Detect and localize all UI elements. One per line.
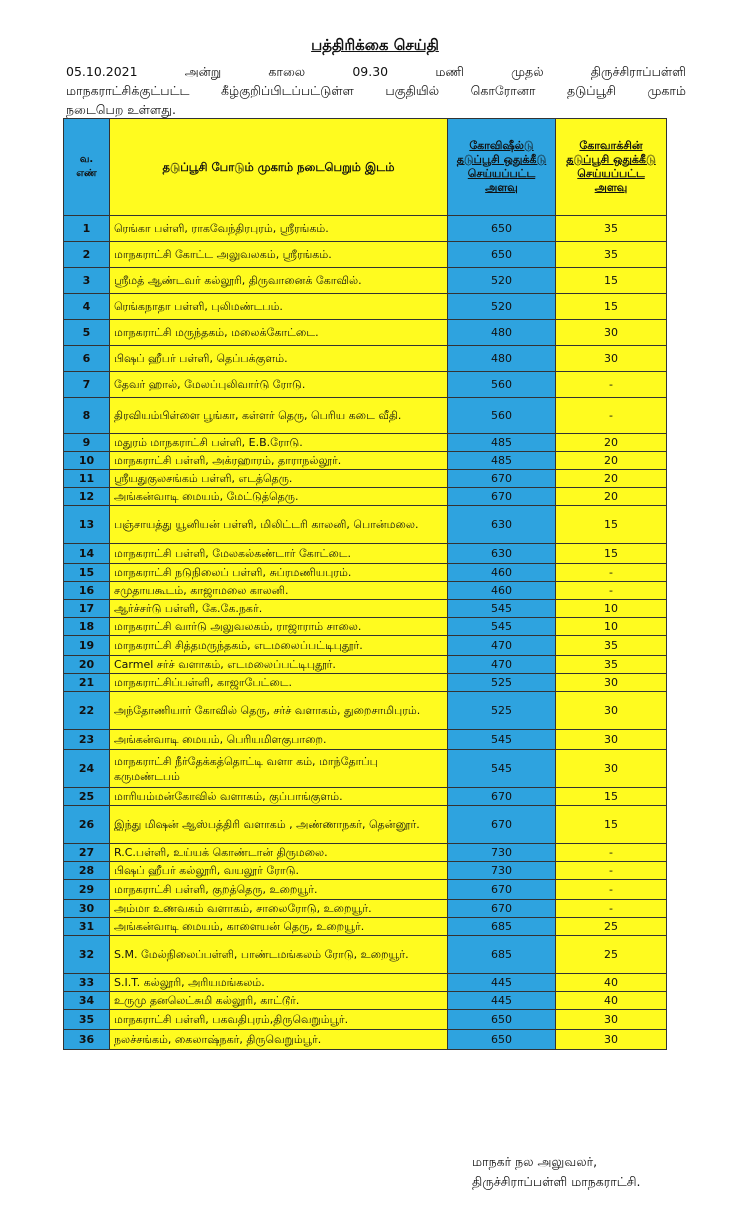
- row-covaxin-count: 35: [556, 636, 667, 656]
- intro-word: முகாம்: [647, 83, 686, 98]
- table-row: [64, 636, 667, 656]
- row-covaxin-count: 30: [556, 750, 667, 788]
- row-camp-location: மாநகராட்சி பள்ளி, பகவதிபுரம்,திருவெறும்பூர்.: [110, 1010, 448, 1030]
- intro-word: அன்று: [184, 64, 222, 79]
- row-camp-location: மாநகராட்சி வார்டு அலுவலகம், ராஜாராம் சாலை.: [110, 618, 448, 636]
- row-covaxin-count: 35: [556, 242, 667, 268]
- table-row: [64, 1030, 667, 1050]
- row-camp-location: பிஷப் ஹீபர் கல்லூரி, வயலூர் ரோடு.: [110, 862, 448, 880]
- row-serial-number: 16: [64, 582, 110, 600]
- table-row: [64, 506, 667, 544]
- row-camp-location: ஸ்ரீயதுகுலசங்கம் பள்ளி, எடத்தெரு.: [110, 470, 448, 488]
- table-row: [64, 1010, 667, 1030]
- row-covaxin-count: 20: [556, 470, 667, 488]
- table-row: [64, 862, 667, 880]
- intro-time: 09.30: [352, 64, 389, 79]
- row-camp-location: மாரியம்மன்கோவில் வளாகம், குப்பாங்குளம்.: [110, 788, 448, 806]
- row-camp-location: இந்து மிஷன் ஆஸ்பத்திரி வளாகம் , அண்ணாநகர், தென்னூர்.: [110, 806, 448, 844]
- table-row: [64, 618, 667, 636]
- row-covishield-count: 545: [448, 730, 556, 750]
- row-camp-location: Carmel சர்ச் வளாகம், எடமலைப்பட்டிபுதூர்.: [110, 656, 448, 674]
- row-camp-location: அங்கன்வாடி மையம், பெரியமிளகுபாறை.: [110, 730, 448, 750]
- row-covaxin-count: -: [556, 372, 667, 398]
- table-row: [64, 974, 667, 992]
- row-covaxin-count: -: [556, 880, 667, 900]
- row-camp-location: மாநகராட்சி நடுநிலைப் பள்ளி, சுப்ரமணியபுரம்.: [110, 564, 448, 582]
- row-serial-number: 25: [64, 788, 110, 806]
- row-covishield-count: 630: [448, 506, 556, 544]
- table-row: [64, 434, 667, 452]
- row-covishield-count: 470: [448, 636, 556, 656]
- row-serial-number: 10: [64, 452, 110, 470]
- row-covishield-count: 480: [448, 320, 556, 346]
- row-covaxin-count: 15: [556, 506, 667, 544]
- row-covaxin-count: 30: [556, 674, 667, 692]
- table-row: [64, 936, 667, 974]
- row-serial-number: 13: [64, 506, 110, 544]
- row-camp-location: மாநகராட்சிப்பள்ளி, காஜாபேட்டை.: [110, 674, 448, 692]
- row-serial-number: 17: [64, 600, 110, 618]
- signature-block: [472, 1152, 641, 1192]
- row-camp-location: தேவர் ஹால், மேலப்புலிவார்டு ரோடு.: [110, 372, 448, 398]
- row-serial-number: 34: [64, 992, 110, 1010]
- row-covishield-count: 685: [448, 936, 556, 974]
- row-serial-number: 23: [64, 730, 110, 750]
- row-serial-number: 20: [64, 656, 110, 674]
- row-covishield-count: 670: [448, 806, 556, 844]
- table-row: [64, 544, 667, 564]
- row-serial-number: 2: [64, 242, 110, 268]
- row-camp-location: திரவியம்பிள்ளை பூங்கா, கள்ளர் தெரு, பெரிய கடை வீதி.: [110, 398, 448, 434]
- row-camp-location: S.M. மேல்நிலைப்பள்ளி, பாண்டமங்கலம் ரோடு, உறையூர்.: [110, 936, 448, 974]
- table-row: [64, 268, 667, 294]
- row-covishield-count: 730: [448, 862, 556, 880]
- table-row: [64, 294, 667, 320]
- row-camp-location: அந்தோணியார் கோவில் தெரு, சர்ச் வளாகம், துறைசாமிபுரம்.: [110, 692, 448, 730]
- row-covaxin-count: 20: [556, 452, 667, 470]
- table-row: [64, 470, 667, 488]
- row-serial-number: 32: [64, 936, 110, 974]
- table-row: [64, 242, 667, 268]
- row-serial-number: 35: [64, 1010, 110, 1030]
- row-covishield-count: 670: [448, 880, 556, 900]
- intro-date: 05.10.2021: [66, 64, 138, 79]
- row-camp-location: ரெங்கநாதா பள்ளி, புலிமண்டபம்.: [110, 294, 448, 320]
- row-covaxin-count: 20: [556, 488, 667, 506]
- row-covishield-count: 545: [448, 618, 556, 636]
- row-serial-number: 8: [64, 398, 110, 434]
- row-covishield-count: 685: [448, 918, 556, 936]
- row-camp-location: மாநகராட்சி நீர்தேக்கத்தொட்டி வளா கம், மாந்தோப்பு கருமண்டபம்: [110, 750, 448, 788]
- row-covaxin-count: 40: [556, 992, 667, 1010]
- row-serial-number: 31: [64, 918, 110, 936]
- row-covaxin-count: 40: [556, 974, 667, 992]
- row-serial-number: 7: [64, 372, 110, 398]
- row-serial-number: 9: [64, 434, 110, 452]
- table-row: [64, 488, 667, 506]
- row-covaxin-count: 30: [556, 692, 667, 730]
- intro-word: கொரோனா: [470, 83, 536, 98]
- table-row: [64, 600, 667, 618]
- table-row: [64, 320, 667, 346]
- table-header-row: [64, 119, 667, 216]
- row-covaxin-count: 25: [556, 918, 667, 936]
- intro-line-1: [66, 62, 686, 81]
- row-camp-location: மாநகராட்சி பள்ளி, அக்ரஹாரம், தாராநல்லூர்.: [110, 452, 448, 470]
- row-covaxin-count: 15: [556, 806, 667, 844]
- row-serial-number: 11: [64, 470, 110, 488]
- row-covaxin-count: 15: [556, 788, 667, 806]
- table-row: [64, 564, 667, 582]
- row-camp-location: ஆர்ச்சர்டு பள்ளி, கே.கே.நகர்.: [110, 600, 448, 618]
- header-covaxin: கோவாக்சின் தடுப்பூசி ஒதுக்கீடு செய்யப்பட்ட அளவு: [556, 119, 667, 216]
- table-row: [64, 750, 667, 788]
- row-camp-location: மாநகராட்சி மருந்தகம், மலைக்கோட்டை.: [110, 320, 448, 346]
- table-row: [64, 582, 667, 600]
- row-serial-number: 30: [64, 900, 110, 918]
- table-row: [64, 880, 667, 900]
- row-covaxin-count: 10: [556, 600, 667, 618]
- table-row: [64, 918, 667, 936]
- row-covaxin-count: 30: [556, 320, 667, 346]
- row-serial-number: 3: [64, 268, 110, 294]
- row-serial-number: 6: [64, 346, 110, 372]
- row-camp-location: அங்கன்வாடி மையம், காளையன் தெரு, உறையூர்.: [110, 918, 448, 936]
- row-serial-number: 28: [64, 862, 110, 880]
- row-covaxin-count: -: [556, 862, 667, 880]
- row-covishield-count: 485: [448, 452, 556, 470]
- row-covishield-count: 520: [448, 268, 556, 294]
- intro-word: காலை: [268, 64, 306, 79]
- row-camp-location: ஸ்ரீமத் ஆண்டவர் கல்லூரி, திருவானைக் கோவில்.: [110, 268, 448, 294]
- row-covaxin-count: -: [556, 900, 667, 918]
- row-covaxin-count: 10: [556, 618, 667, 636]
- signatory-title: மாநகர் நல அலுவலர்,: [472, 1154, 598, 1169]
- row-covaxin-count: -: [556, 564, 667, 582]
- row-camp-location: மாநகராட்சி பள்ளி, குறத்தெரு, உறையூர்.: [110, 880, 448, 900]
- row-serial-number: 5: [64, 320, 110, 346]
- row-covishield-count: 445: [448, 974, 556, 992]
- row-covaxin-count: 35: [556, 216, 667, 242]
- table-row: [64, 788, 667, 806]
- row-covishield-count: 670: [448, 488, 556, 506]
- row-covaxin-count: 30: [556, 1010, 667, 1030]
- row-covaxin-count: 15: [556, 268, 667, 294]
- row-covaxin-count: 15: [556, 294, 667, 320]
- intro-line-2: [66, 81, 686, 100]
- row-camp-location: அங்கன்வாடி மையம், மேட்டுத்தெரு.: [110, 488, 448, 506]
- row-serial-number: 4: [64, 294, 110, 320]
- table-row: [64, 216, 667, 242]
- row-covaxin-count: 25: [556, 936, 667, 974]
- row-serial-number: 27: [64, 844, 110, 862]
- intro-paragraph: [66, 62, 686, 119]
- intro-word: முதல்: [511, 64, 544, 79]
- row-camp-location: பிஷப் ஹீபர் பள்ளி, தெப்பக்குளம்.: [110, 346, 448, 372]
- signatory-office: திருச்சிராப்பள்ளி மாநகராட்சி.: [472, 1174, 641, 1189]
- row-camp-location: மாநகராட்சி சித்தமருந்தகம், எடமலைப்பட்டிபுதூர்.: [110, 636, 448, 656]
- row-covishield-count: 545: [448, 600, 556, 618]
- row-serial-number: 14: [64, 544, 110, 564]
- row-camp-location: மாநகராட்சி கோட்ட அலுவலகம், ஸ்ரீரங்கம்.: [110, 242, 448, 268]
- row-covaxin-count: 20: [556, 434, 667, 452]
- title-text: பத்திரிக்கை செய்தி: [311, 36, 439, 54]
- row-covishield-count: 560: [448, 398, 556, 434]
- row-serial-number: 29: [64, 880, 110, 900]
- row-camp-location: அம்மா உணவகம் வளாகம், சாலைரோடு, உறையூர்.: [110, 900, 448, 918]
- intro-word: பகுதியில்: [385, 83, 440, 98]
- row-serial-number: 15: [64, 564, 110, 582]
- row-serial-number: 18: [64, 618, 110, 636]
- row-covaxin-count: 30: [556, 346, 667, 372]
- table-row: [64, 452, 667, 470]
- row-serial-number: 33: [64, 974, 110, 992]
- row-covishield-count: 525: [448, 692, 556, 730]
- row-camp-location: பஞ்சாயத்து யூனியன் பள்ளி, மிலிட்டரி காலனி, பொன்மலை.: [110, 506, 448, 544]
- row-covishield-count: 630: [448, 544, 556, 564]
- header-camp-location: தடுப்பூசி போடும் முகாம் நடைபெறும் இடம்: [110, 119, 448, 216]
- table-row: [64, 806, 667, 844]
- row-covishield-count: 650: [448, 242, 556, 268]
- intro-city: திருச்சிராப்பள்ளி: [590, 64, 686, 79]
- row-covishield-count: 480: [448, 346, 556, 372]
- row-camp-location: மதுரம் மாநகராட்சி பள்ளி, E.B.ரோடு.: [110, 434, 448, 452]
- intro-line-3: நடைபெற உள்ளது.: [66, 102, 177, 117]
- row-covishield-count: 650: [448, 1010, 556, 1030]
- row-serial-number: 12: [64, 488, 110, 506]
- row-camp-location: மாநகராட்சி பள்ளி, மேலகல்கண்டார் கோட்டை.: [110, 544, 448, 564]
- row-serial-number: 22: [64, 692, 110, 730]
- row-serial-number: 24: [64, 750, 110, 788]
- row-covaxin-count: -: [556, 398, 667, 434]
- row-covaxin-count: 30: [556, 730, 667, 750]
- header-serial-number: வ. எண்: [64, 119, 110, 216]
- row-covishield-count: 650: [448, 1030, 556, 1050]
- row-covishield-count: 670: [448, 470, 556, 488]
- row-camp-location: நலச்சங்கம், கைலாஷ்நகர், திருவெறும்பூர்.: [110, 1030, 448, 1050]
- row-covishield-count: 650: [448, 216, 556, 242]
- table-row: [64, 692, 667, 730]
- row-serial-number: 19: [64, 636, 110, 656]
- table-row: [64, 372, 667, 398]
- row-camp-location: சமுதாயகூடம், காஜாமலை காலனி.: [110, 582, 448, 600]
- row-camp-location: S.I.T. கல்லூரி, அரியமங்கலம்.: [110, 974, 448, 992]
- row-covishield-count: 670: [448, 900, 556, 918]
- row-serial-number: 21: [64, 674, 110, 692]
- table-row: [64, 730, 667, 750]
- row-covishield-count: 730: [448, 844, 556, 862]
- intro-word: மாநகராட்சிக்குட்பட்ட: [66, 83, 190, 98]
- row-serial-number: 26: [64, 806, 110, 844]
- row-covishield-count: 545: [448, 750, 556, 788]
- row-serial-number: 1: [64, 216, 110, 242]
- row-covishield-count: 460: [448, 582, 556, 600]
- row-covaxin-count: 15: [556, 544, 667, 564]
- row-covaxin-count: 35: [556, 656, 667, 674]
- header-covishield: கோவிஷீல்டு தடுப்பூசி ஒதுக்கீடு செய்யப்பட்ட அளவு: [448, 119, 556, 216]
- table-row: [64, 656, 667, 674]
- intro-word: கீழ்குறிப்பிடப்பட்டுள்ள: [221, 83, 354, 98]
- row-covaxin-count: 30: [556, 1030, 667, 1050]
- row-covaxin-count: -: [556, 582, 667, 600]
- row-covaxin-count: -: [556, 844, 667, 862]
- row-covishield-count: 470: [448, 656, 556, 674]
- vaccination-camp-table: [63, 118, 667, 1050]
- row-covishield-count: 460: [448, 564, 556, 582]
- row-covishield-count: 520: [448, 294, 556, 320]
- intro-word: தடுப்பூசி: [566, 83, 616, 98]
- row-camp-location: உருமு தனலெட்சுமி கல்லூரி, காட்டூர்.: [110, 992, 448, 1010]
- table-row: [64, 398, 667, 434]
- row-serial-number: 36: [64, 1030, 110, 1050]
- intro-word: மணி: [435, 64, 464, 79]
- row-covishield-count: 485: [448, 434, 556, 452]
- table-row: [64, 992, 667, 1010]
- table-row: [64, 844, 667, 862]
- row-covishield-count: 670: [448, 788, 556, 806]
- row-camp-location: R.C.பள்ளி, உய்யக் கொண்டான் திருமலை.: [110, 844, 448, 862]
- row-camp-location: ரெங்கா பள்ளி, ராகவேந்திரபுரம், ஸ்ரீரங்கம்.: [110, 216, 448, 242]
- press-release-title: [0, 36, 750, 56]
- row-covishield-count: 560: [448, 372, 556, 398]
- table-row: [64, 674, 667, 692]
- table-row: [64, 900, 667, 918]
- row-covishield-count: 525: [448, 674, 556, 692]
- row-covishield-count: 445: [448, 992, 556, 1010]
- table-row: [64, 346, 667, 372]
